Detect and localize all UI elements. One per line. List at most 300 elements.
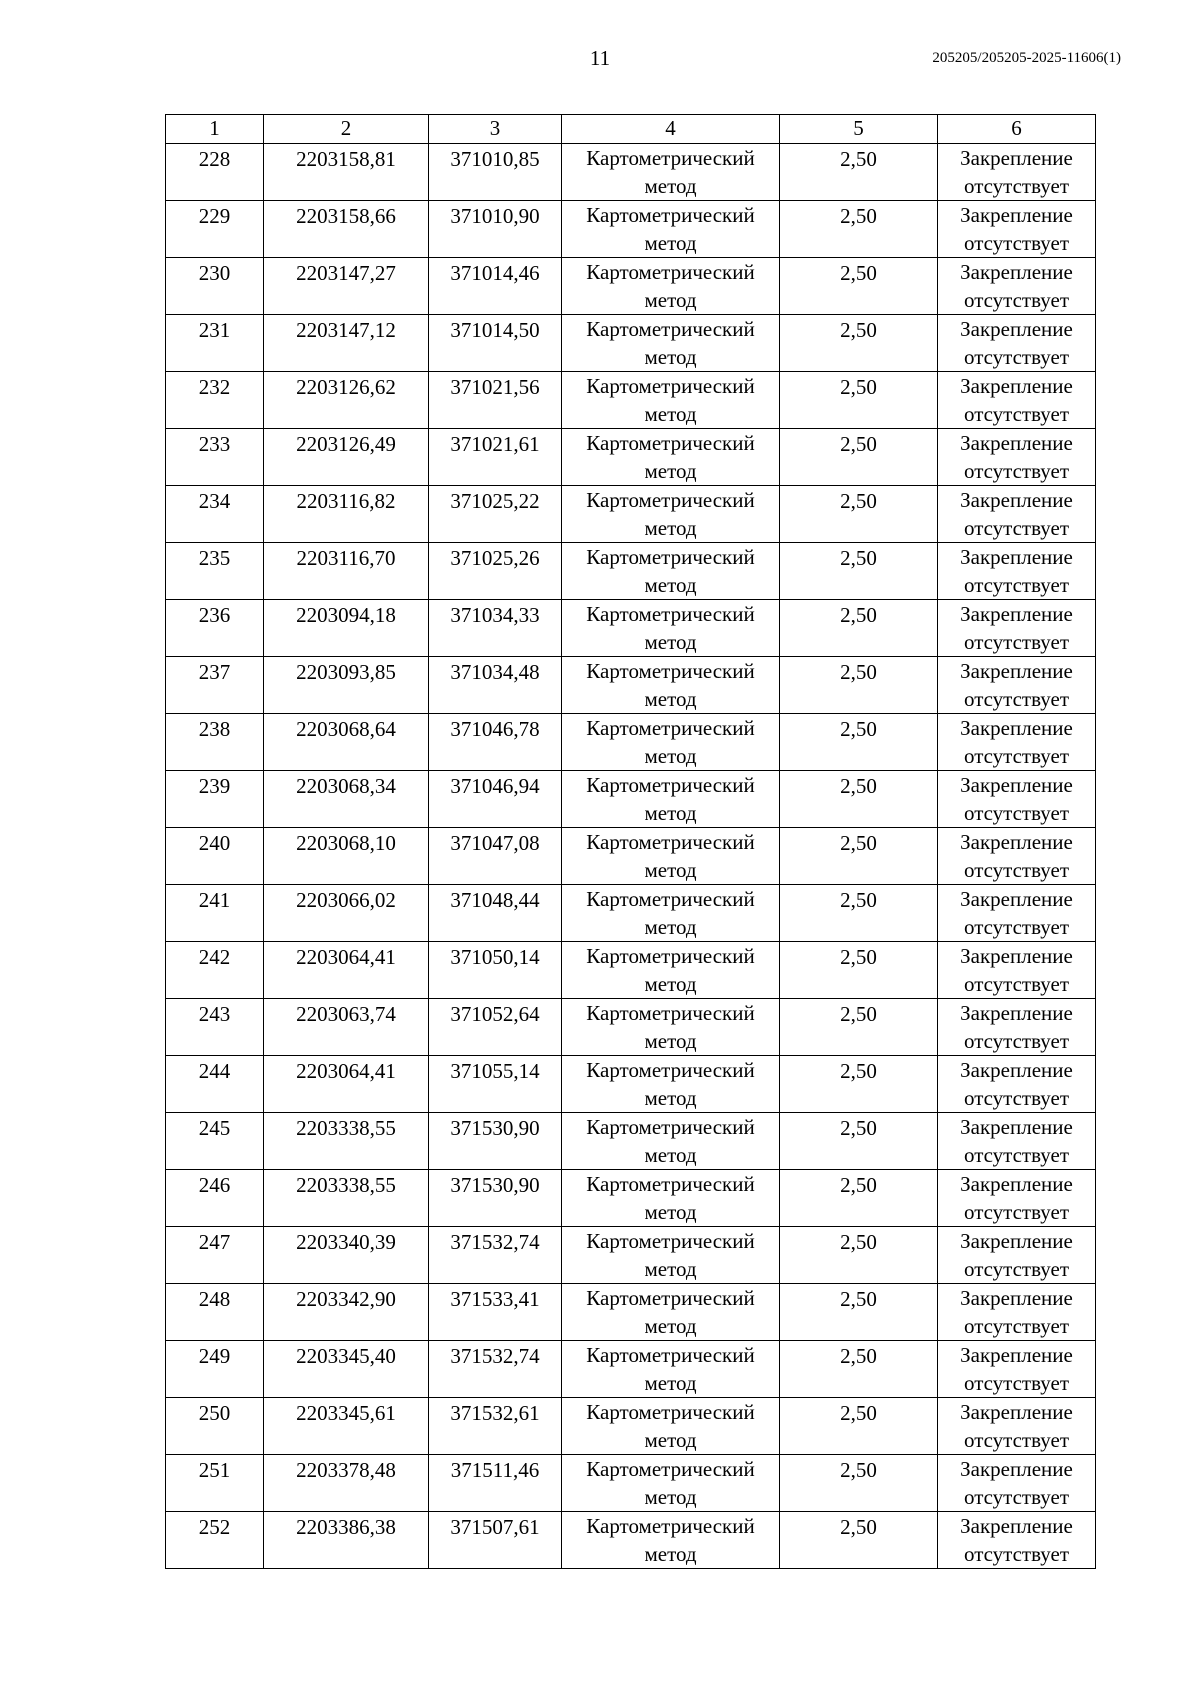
point-number-cell — [166, 1056, 264, 1113]
table-row — [166, 828, 1096, 885]
method-cell — [562, 144, 780, 201]
table-row — [166, 1113, 1096, 1170]
method-text: метод — [644, 345, 697, 369]
table-row — [166, 1398, 1096, 1455]
point-number-cell-text: 240 — [198, 831, 231, 855]
point-number-cell-text: 234 — [198, 489, 231, 513]
fixing-cell — [938, 771, 1096, 828]
coordinate-x-cell-text: 2203068,10 — [296, 831, 396, 855]
method-text: Картометрический — [586, 659, 755, 683]
method-text: Картометрический — [586, 1115, 755, 1139]
fixing-text: отсутствует — [963, 345, 1070, 369]
method-text: Картометрический — [586, 146, 755, 170]
coordinate-y-cell — [429, 258, 562, 315]
accuracy-cell — [780, 1398, 938, 1455]
accuracy-text: 2,50 — [840, 1059, 877, 1083]
method-text: Картометрический — [586, 1457, 755, 1481]
method-cell — [562, 429, 780, 486]
coordinate-y-cell-text: 371532,74 — [450, 1230, 540, 1254]
coordinate-y-cell — [429, 1056, 562, 1113]
accuracy-cell — [780, 999, 938, 1056]
method-text: Картометрический — [586, 488, 755, 512]
fixing-text: Закрепление — [960, 1172, 1073, 1196]
method-text: метод — [644, 972, 697, 996]
fixing-text: Закрепление — [960, 1229, 1073, 1253]
fixing-text: Закрепление — [960, 545, 1073, 569]
point-number-cell — [166, 1113, 264, 1170]
point-number-cell — [166, 429, 264, 486]
fixing-text: отсутствует — [963, 231, 1070, 255]
coordinate-y-cell-text: 371010,85 — [450, 147, 540, 171]
coordinate-y-cell — [429, 315, 562, 372]
method-text: метод — [644, 630, 697, 654]
method-cell — [562, 714, 780, 771]
coordinate-x-cell — [264, 486, 429, 543]
point-number-cell-text: 239 — [198, 774, 231, 798]
method-text: Картометрический — [586, 1514, 755, 1538]
fixing-cell — [938, 201, 1096, 258]
point-number-cell-text: 244 — [198, 1059, 231, 1083]
method-text: метод — [644, 1086, 697, 1110]
point-number-cell-text: 245 — [198, 1116, 231, 1140]
accuracy-text: 2,50 — [840, 1002, 877, 1026]
fixing-cell — [938, 942, 1096, 999]
coordinate-y-cell — [429, 1227, 562, 1284]
coordinate-x-cell-text: 2203068,64 — [296, 717, 396, 741]
coordinate-x-cell — [264, 1056, 429, 1113]
method-cell — [562, 885, 780, 942]
table-row — [166, 657, 1096, 714]
fixing-cell — [938, 315, 1096, 372]
method-text: метод — [644, 1428, 697, 1452]
coordinate-x-cell-text: 2203338,55 — [296, 1116, 396, 1140]
accuracy-text: 2,50 — [840, 1230, 877, 1254]
accuracy-text: 2,50 — [840, 831, 877, 855]
point-number-cell — [166, 201, 264, 258]
table-row — [166, 600, 1096, 657]
fixing-text: Закрепление — [960, 1400, 1073, 1424]
point-number-cell-text: 238 — [198, 717, 231, 741]
accuracy-text: 2,50 — [840, 318, 877, 342]
point-number-cell-text: 236 — [198, 603, 231, 627]
fixing-text: отсутствует — [963, 1143, 1070, 1167]
point-number-cell-text: 251 — [198, 1458, 231, 1482]
accuracy-cell — [780, 771, 938, 828]
accuracy-text: 2,50 — [840, 1287, 877, 1311]
method-text: Картометрический — [586, 1400, 755, 1424]
fixing-text: отсутствует — [963, 1257, 1070, 1281]
method-text: Картометрический — [586, 1343, 755, 1367]
column-header: 1 — [166, 115, 264, 144]
coordinate-x-cell — [264, 1341, 429, 1398]
method-text: Картометрический — [586, 431, 755, 455]
coordinate-y-cell — [429, 714, 562, 771]
fixing-text: Закрепление — [960, 1115, 1073, 1139]
accuracy-cell — [780, 714, 938, 771]
table-row — [166, 1227, 1096, 1284]
method-text: метод — [644, 1485, 697, 1509]
method-cell — [562, 486, 780, 543]
point-number-cell-text: 252 — [198, 1515, 231, 1539]
point-number-cell-text: 230 — [198, 261, 231, 285]
coordinate-y-cell — [429, 1455, 562, 1512]
coordinate-y-cell — [429, 543, 562, 600]
coordinate-x-cell-text: 2203116,82 — [296, 489, 396, 513]
method-text: метод — [644, 1200, 697, 1224]
fixing-text: Закрепление — [960, 716, 1073, 740]
table-row — [166, 1284, 1096, 1341]
method-cell — [562, 1284, 780, 1341]
method-text: метод — [644, 459, 697, 483]
coordinate-y-cell-text: 371533,41 — [450, 1287, 540, 1311]
point-number-cell-text: 229 — [198, 204, 231, 228]
fixing-text: Закрепление — [960, 1343, 1073, 1367]
method-text: Картометрический — [586, 887, 755, 911]
coordinate-y-cell — [429, 201, 562, 258]
fixing-text: Закрепление — [960, 317, 1073, 341]
accuracy-cell — [780, 1341, 938, 1398]
method-text: Картометрический — [586, 1229, 755, 1253]
method-cell — [562, 372, 780, 429]
coordinate-x-cell — [264, 828, 429, 885]
fixing-text: Закрепление — [960, 1058, 1073, 1082]
coordinate-y-cell-text: 371014,46 — [450, 261, 540, 285]
fixing-cell — [938, 258, 1096, 315]
accuracy-text: 2,50 — [840, 1515, 877, 1539]
point-number-cell — [166, 828, 264, 885]
coordinate-y-cell — [429, 999, 562, 1056]
fixing-text: Закрепление — [960, 488, 1073, 512]
accuracy-text: 2,50 — [840, 660, 877, 684]
coordinate-y-cell-text: 371530,90 — [450, 1173, 540, 1197]
coordinate-x-cell — [264, 600, 429, 657]
coordinate-x-cell — [264, 885, 429, 942]
point-number-cell-text: 248 — [198, 1287, 231, 1311]
fixing-text: отсутствует — [963, 687, 1070, 711]
coordinates-table — [165, 114, 1096, 1569]
fixing-cell — [938, 999, 1096, 1056]
coordinate-x-cell-text: 2203386,38 — [296, 1515, 396, 1539]
method-text: метод — [644, 1542, 697, 1566]
method-text: метод — [644, 1143, 697, 1167]
coordinate-x-cell — [264, 144, 429, 201]
accuracy-cell — [780, 885, 938, 942]
coordinate-y-cell-text: 371025,22 — [450, 489, 540, 513]
point-number-cell-text: 246 — [198, 1173, 231, 1197]
table-row — [166, 201, 1096, 258]
method-cell — [562, 1455, 780, 1512]
method-text: Картометрический — [586, 1001, 755, 1025]
fixing-cell — [938, 1398, 1096, 1455]
coordinate-y-cell-text: 371010,90 — [450, 204, 540, 228]
coordinate-x-cell — [264, 657, 429, 714]
method-text: метод — [644, 1371, 697, 1395]
method-text: Картометрический — [586, 773, 755, 797]
coordinate-x-cell — [264, 372, 429, 429]
accuracy-text: 2,50 — [840, 888, 877, 912]
coordinate-y-cell — [429, 657, 562, 714]
method-text: метод — [644, 288, 697, 312]
coordinate-y-cell — [429, 885, 562, 942]
method-text: метод — [644, 1029, 697, 1053]
fixing-text: отсутствует — [963, 1029, 1070, 1053]
fixing-text: Закрепление — [960, 887, 1073, 911]
fixing-text: отсутствует — [963, 858, 1070, 882]
coordinate-x-cell — [264, 1227, 429, 1284]
table-row — [166, 885, 1096, 942]
table-row — [166, 429, 1096, 486]
coordinate-x-cell-text: 2203116,70 — [296, 546, 396, 570]
fixing-text: Закрепление — [960, 944, 1073, 968]
method-text: метод — [644, 174, 697, 198]
coordinate-x-cell — [264, 942, 429, 999]
coordinate-y-cell — [429, 1170, 562, 1227]
coordinate-x-cell-text: 2203345,40 — [296, 1344, 396, 1368]
coordinate-y-cell — [429, 1113, 562, 1170]
coordinate-x-cell-text: 2203126,49 — [296, 432, 396, 456]
point-number-cell-text: 228 — [198, 147, 231, 171]
accuracy-cell — [780, 429, 938, 486]
point-number-cell-text: 233 — [198, 432, 231, 456]
point-number-cell-text: 249 — [198, 1344, 231, 1368]
fixing-cell — [938, 885, 1096, 942]
point-number-cell — [166, 258, 264, 315]
column-header: 3 — [429, 115, 562, 144]
coordinate-x-cell-text: 2203066,02 — [296, 888, 396, 912]
fixing-cell — [938, 1512, 1096, 1569]
fixing-text: Закрепление — [960, 374, 1073, 398]
coordinate-x-cell — [264, 1455, 429, 1512]
fixing-text: отсутствует — [963, 1428, 1070, 1452]
coordinate-y-cell-text: 371052,64 — [450, 1002, 540, 1026]
coordinate-x-cell — [264, 1398, 429, 1455]
coordinate-y-cell-text: 371048,44 — [450, 888, 540, 912]
method-text: метод — [644, 573, 697, 597]
method-text: метод — [644, 801, 697, 825]
fixing-text: отсутствует — [963, 915, 1070, 939]
coordinate-x-cell-text: 2203345,61 — [296, 1401, 396, 1425]
fixing-cell — [938, 144, 1096, 201]
table-row — [166, 1056, 1096, 1113]
fixing-text: отсутствует — [963, 1200, 1070, 1224]
fixing-text: отсутствует — [963, 402, 1070, 426]
accuracy-text: 2,50 — [840, 147, 877, 171]
point-number-cell — [166, 714, 264, 771]
coordinate-x-cell-text: 2203342,90 — [296, 1287, 396, 1311]
accuracy-text: 2,50 — [840, 1401, 877, 1425]
coordinate-x-cell — [264, 201, 429, 258]
coordinate-y-cell — [429, 1398, 562, 1455]
point-number-cell — [166, 771, 264, 828]
coordinate-x-cell — [264, 258, 429, 315]
accuracy-text: 2,50 — [840, 717, 877, 741]
fixing-cell — [938, 1455, 1096, 1512]
point-number-cell — [166, 999, 264, 1056]
fixing-text: отсутствует — [963, 573, 1070, 597]
table-row — [166, 1455, 1096, 1512]
point-number-cell-text: 250 — [198, 1401, 231, 1425]
coordinate-y-cell — [429, 1512, 562, 1569]
point-number-cell — [166, 657, 264, 714]
accuracy-cell — [780, 657, 938, 714]
coordinate-y-cell — [429, 942, 562, 999]
table-row — [166, 1341, 1096, 1398]
point-number-cell-text: 231 — [198, 318, 231, 342]
fixing-cell — [938, 1056, 1096, 1113]
fixing-cell — [938, 657, 1096, 714]
coordinate-x-cell — [264, 1170, 429, 1227]
method-text: Картометрический — [586, 716, 755, 740]
table-row — [166, 999, 1096, 1056]
coordinate-y-cell — [429, 828, 562, 885]
point-number-cell-text: 235 — [198, 546, 231, 570]
fixing-cell — [938, 1284, 1096, 1341]
accuracy-text: 2,50 — [840, 546, 877, 570]
accuracy-text: 2,50 — [840, 204, 877, 228]
coordinate-x-cell-text: 2203064,41 — [296, 1059, 396, 1083]
coordinate-y-cell-text: 371021,56 — [450, 375, 540, 399]
point-number-cell — [166, 1227, 264, 1284]
fixing-text: Закрепление — [960, 1286, 1073, 1310]
point-number-cell — [166, 885, 264, 942]
coordinate-x-cell-text: 2203340,39 — [296, 1230, 396, 1254]
accuracy-text: 2,50 — [840, 603, 877, 627]
fixing-text: отсутствует — [963, 459, 1070, 483]
point-number-cell — [166, 1170, 264, 1227]
point-number-cell-text: 241 — [198, 888, 231, 912]
accuracy-cell — [780, 1512, 938, 1569]
accuracy-cell — [780, 828, 938, 885]
accuracy-text: 2,50 — [840, 1116, 877, 1140]
coordinate-y-cell-text: 371507,61 — [450, 1515, 540, 1539]
method-cell — [562, 1398, 780, 1455]
fixing-text: Закрепление — [960, 830, 1073, 854]
document-id: 205205/205205-2025-11606(1) — [932, 50, 1121, 66]
fixing-cell — [938, 1113, 1096, 1170]
coordinate-y-cell-text: 371530,90 — [450, 1116, 540, 1140]
fixing-text: Закрепление — [960, 773, 1073, 797]
point-number-cell — [166, 543, 264, 600]
coordinate-x-cell-text: 2203158,66 — [296, 204, 396, 228]
point-number-cell — [166, 486, 264, 543]
method-text: метод — [644, 744, 697, 768]
coordinate-x-cell-text: 2203068,34 — [296, 774, 396, 798]
point-number-cell — [166, 1284, 264, 1341]
method-cell — [562, 771, 780, 828]
point-number-cell — [166, 144, 264, 201]
fixing-cell — [938, 372, 1096, 429]
method-text: Картометрический — [586, 830, 755, 854]
fixing-text: отсутствует — [963, 288, 1070, 312]
point-number-cell — [166, 1455, 264, 1512]
method-text: метод — [644, 858, 697, 882]
coordinate-y-cell-text: 371532,61 — [450, 1401, 540, 1425]
coordinate-x-cell — [264, 999, 429, 1056]
fixing-cell — [938, 1341, 1096, 1398]
method-text: Картометрический — [586, 317, 755, 341]
coordinate-y-cell — [429, 1284, 562, 1341]
fixing-text: отсутствует — [963, 630, 1070, 654]
table-header-row — [166, 115, 1096, 144]
fixing-text: Закрепление — [960, 260, 1073, 284]
coordinate-y-cell — [429, 771, 562, 828]
fixing-cell — [938, 486, 1096, 543]
table-row — [166, 1170, 1096, 1227]
method-cell — [562, 1512, 780, 1569]
point-number-cell — [166, 600, 264, 657]
fixing-cell — [938, 543, 1096, 600]
method-cell — [562, 201, 780, 258]
fixing-text: отсутствует — [963, 1371, 1070, 1395]
accuracy-cell — [780, 543, 938, 600]
coordinate-x-cell — [264, 1284, 429, 1341]
method-cell — [562, 828, 780, 885]
fixing-text: Закрепление — [960, 431, 1073, 455]
fixing-cell — [938, 1170, 1096, 1227]
coordinate-x-cell — [264, 1113, 429, 1170]
coordinate-x-cell — [264, 771, 429, 828]
method-text: метод — [644, 231, 697, 255]
coordinate-y-cell-text: 371034,48 — [450, 660, 540, 684]
method-cell — [562, 1170, 780, 1227]
method-cell — [562, 258, 780, 315]
accuracy-text: 2,50 — [840, 945, 877, 969]
column-header: 6 — [938, 115, 1096, 144]
method-text: метод — [644, 915, 697, 939]
coordinate-x-cell — [264, 429, 429, 486]
method-text: метод — [644, 402, 697, 426]
fixing-text: отсутствует — [963, 1485, 1070, 1509]
coordinate-y-cell — [429, 429, 562, 486]
table-row — [166, 714, 1096, 771]
table-row — [166, 486, 1096, 543]
coordinate-y-cell-text: 371511,46 — [450, 1458, 540, 1482]
coordinate-x-cell-text: 2203158,81 — [296, 147, 396, 171]
method-cell — [562, 942, 780, 999]
point-number-cell-text: 237 — [198, 660, 231, 684]
method-text: метод — [644, 1314, 697, 1338]
fixing-cell — [938, 600, 1096, 657]
accuracy-cell — [780, 1455, 938, 1512]
accuracy-cell — [780, 1284, 938, 1341]
coordinate-x-cell-text: 2203378,48 — [296, 1458, 396, 1482]
fixing-text: Закрепление — [960, 1514, 1073, 1538]
table-row — [166, 1512, 1096, 1569]
method-cell — [562, 315, 780, 372]
accuracy-cell — [780, 1170, 938, 1227]
table-row — [166, 543, 1096, 600]
accuracy-text: 2,50 — [840, 489, 877, 513]
fixing-text: Закрепление — [960, 146, 1073, 170]
point-number-cell — [166, 1398, 264, 1455]
coordinate-y-cell — [429, 372, 562, 429]
coordinate-x-cell — [264, 1512, 429, 1569]
accuracy-text: 2,50 — [840, 1173, 877, 1197]
method-cell — [562, 1227, 780, 1284]
method-cell — [562, 999, 780, 1056]
method-cell — [562, 600, 780, 657]
accuracy-cell — [780, 372, 938, 429]
coordinate-y-cell-text: 371050,14 — [450, 945, 540, 969]
coordinate-x-cell-text: 2203063,74 — [296, 1002, 396, 1026]
fixing-text: Закрепление — [960, 203, 1073, 227]
column-header: 5 — [780, 115, 938, 144]
fixing-text: отсутствует — [963, 516, 1070, 540]
coordinate-x-cell-text: 2203147,12 — [296, 318, 396, 342]
coordinate-y-cell-text: 371046,94 — [450, 774, 540, 798]
fixing-cell — [938, 714, 1096, 771]
fixing-text: отсутствует — [963, 174, 1070, 198]
